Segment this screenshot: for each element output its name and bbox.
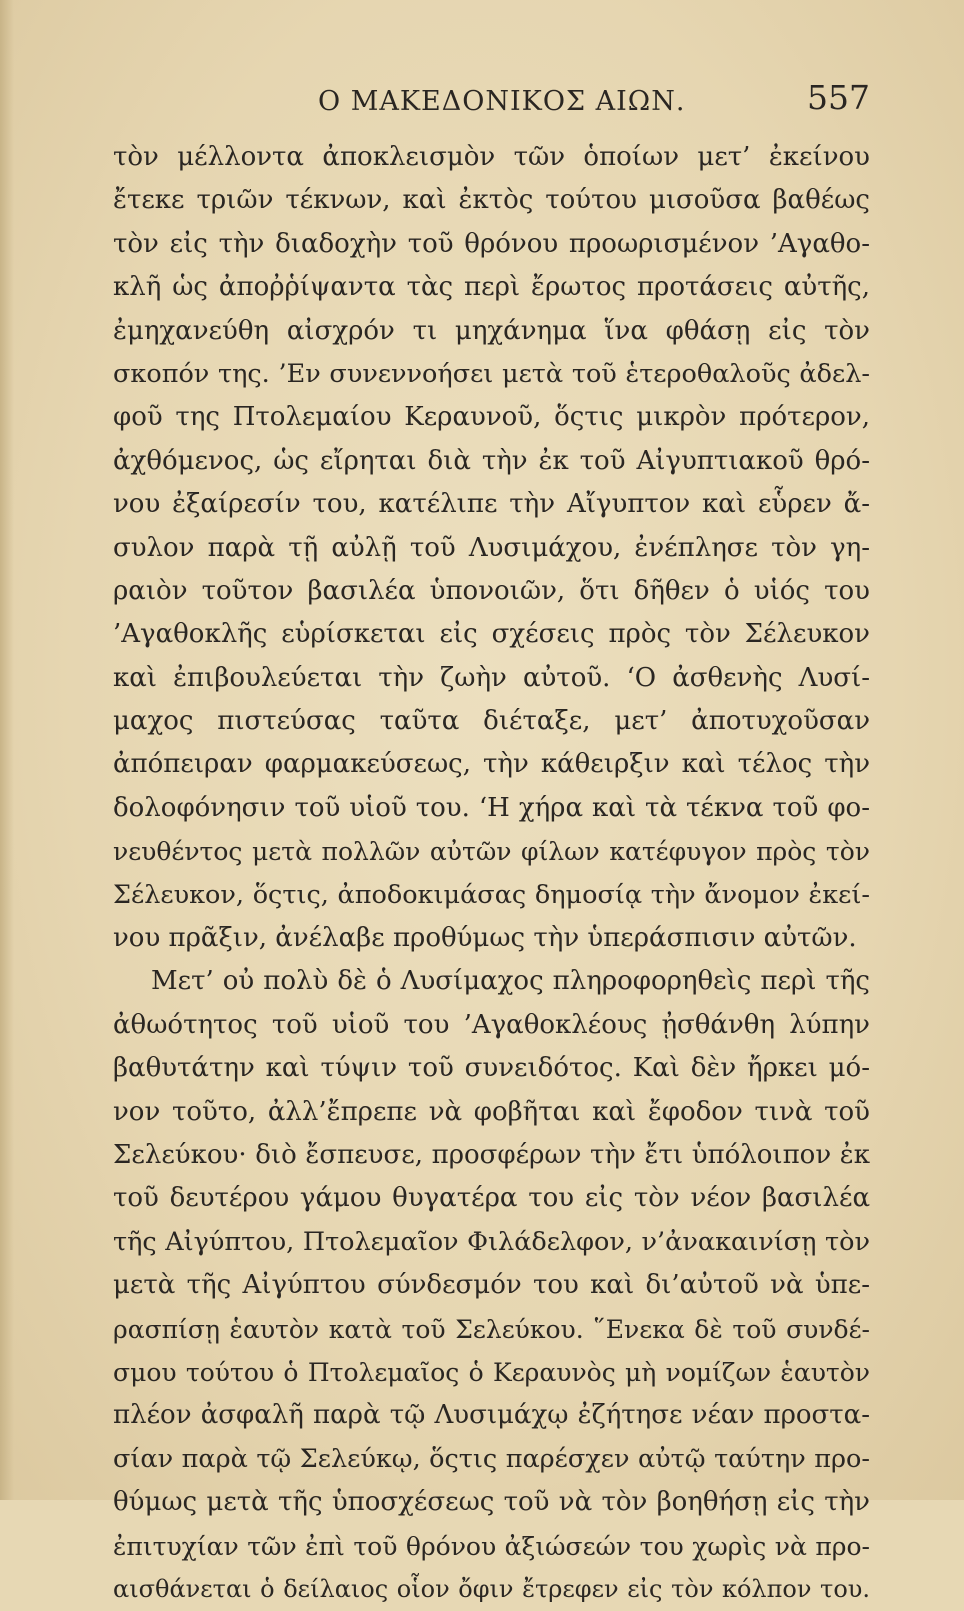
text-line: φοῦ της Πτολεμαίου Κεραυνοῦ, ὅςτις μικρὸν πρότερον, <box>113 402 870 433</box>
page-gutter-shadow <box>0 0 14 1500</box>
text-line: συλον παρὰ τῇ αὐλῇ τοῦ Λυσιμάχου, ἐνέπλησε τὸν γη- <box>113 532 870 563</box>
text-line: δολοφόνησιν τοῦ υἱοῦ του. ‘Η χήρα καὶ τὰ τέκνα τοῦ φο- <box>113 792 870 823</box>
text-line: σίαν παρὰ τῷ Σελεύκῳ, ὅςτις παρέσχεν αὐτῷ ταύτην προ- <box>113 1443 870 1474</box>
text-line: ἔτεκε τριῶν τέκνων, καὶ ἐκτὸς τούτου μισοῦσα βαθέως <box>113 185 870 216</box>
text-line: βαθυτάτην καὶ τύψιν τοῦ συνειδότος. Καὶ δὲν ἤρκει μό- <box>113 1053 870 1084</box>
text-line: νον τοῦτο, ἀλλ’ἔπρεπε νὰ φοβῆται καὶ ἔφοδον τινὰ τοῦ <box>113 1096 870 1127</box>
text-line: ἀχθόμενος, ὡς εἴρηται διὰ τὴν ἐκ τοῦ Αἰγυπτιακοῦ θρό- <box>113 445 870 476</box>
text-line: Σέλευκον, ὅςτις, ἀποδοκιμάσας δημοσίᾳ τὴν ἄνομον ἐκεί- <box>113 879 870 910</box>
body-text <box>113 136 870 1611</box>
text-line: αισθάνεται ὁ δείλαιος οἷον ὄφιν ἔτρεφεν εἰς τὸν κόλπον του. <box>113 1574 870 1603</box>
text-line: νου πρᾶξιν, ἀνέλαβε προθύμως τὴν ὑπεράσπισιν αὐτῶν. <box>113 923 857 954</box>
text-line: ἐμηχανεύθη αἰσχρόν τι μηχάνημα ἵνα φθάσῃ εἰς τὸν <box>113 315 870 346</box>
text-line: μαχος πιστεύσας ταῦτα διέταξε, μετ’ ἀποτυχοῦσαν <box>113 706 870 737</box>
page-header <box>110 76 870 116</box>
text-line: νου ἐξαίρεσίν του, κατέλιπε τὴν Αἴγυπτον καὶ εὗρεν ἄ- <box>113 489 870 520</box>
text-line: ἀπόπειραν φαρμακεύσεως, τὴν κάθειρξιν καὶ τέλος τὴν <box>113 749 870 780</box>
text-line: ραιὸν τοῦτον βασιλέα ὑπονοιῶν, ὅτι δῆθεν ὁ υἱός του <box>113 575 870 606</box>
text-line: νευθέντος μετὰ πολλῶν αὐτῶν φίλων κατέφυγον πρὸς τὸν <box>113 837 870 867</box>
text-line: τὸν εἰς τὴν διαδοχὴν τοῦ θρόνου προωρισμένον ’Αγαθο- <box>113 228 870 259</box>
text-line: θύμως μετὰ τῆς ὑποσχέσεως τοῦ νὰ τὸν βοηθήσῃ εἰς τὴν <box>113 1487 870 1518</box>
text-line: ’Αγαθοκλῆς εὑρίσκεται εἰς σχέσεις πρὸς τὸν Σέλευκον <box>113 619 870 650</box>
text-line: ἀθωότητος τοῦ υἱοῦ του ’Αγαθοκλέους ᾐσθάνθη λύπην <box>113 1009 870 1040</box>
text-line: ρασπίσῃ ἑαυτὸν κατὰ τοῦ Σελεύκου. ῞Ενεκα δὲ τοῦ συνδέ- <box>113 1314 870 1344</box>
text-line: κλῆ ὡς ἀποῤῥίψαντα τὰς περὶ ἔρωτος προτάσεις αὐτῆς, <box>113 272 870 303</box>
text-line: καὶ ἐπιβουλεύεται τὴν ζωὴν αὐτοῦ. ‘Ο ἀσθενὴς Λυσί- <box>113 662 870 693</box>
running-title: Ο ΜΑΚΕΔΟΝΙΚΟΣ ΑΙΩΝ. <box>318 86 686 117</box>
text-line: μετὰ τῆς Αἰγύπτου σύνδεσμόν του καὶ δι’αὐτοῦ νὰ ὑπε- <box>113 1270 870 1301</box>
text-line: Σελεύκου· διὸ ἔσπευσε, προσφέρων τὴν ἔτι ὑπόλοιπον ἐκ <box>113 1139 870 1170</box>
text-line: σκοπόν της. ’Εν συνεννοήσει μετὰ τοῦ ἑτεροθαλοῦς ἀδελ- <box>113 358 870 389</box>
page-number: 557 <box>807 78 870 117</box>
text-line: Μετ’ οὐ πολὺ δὲ ὁ Λυσίμαχος πληροφορηθεὶς περὶ τῆς <box>151 966 870 997</box>
text-line: τοῦ δευτέρου γάμου θυγατέρα του εἰς τὸν νέον βασιλέα <box>113 1183 870 1214</box>
text-line: τῆς Αἰγύπτου, Πτολεμαῖον Φιλάδελφον, ν’ἀνακαινίσῃ τὸν <box>113 1226 870 1257</box>
text-line: τὸν μέλλοντα ἀποκλεισμὸν τῶν ὁποίων μετ’ ἐκείνου <box>113 142 870 172</box>
text-line: σμου τούτου ὁ Πτολεμαῖος ὁ Κεραυνὸς μὴ νομίζων ἑαυτὸν <box>113 1357 870 1387</box>
text-line: ἐπιτυχίαν τῶν ἐπὶ τοῦ θρόνου ἀξιώσεών του χωρὶς νὰ προ- <box>113 1531 870 1561</box>
text-line: πλέον ἀσφαλῆ παρὰ τῷ Λυσιμάχῳ ἐζήτησε νέαν προστα- <box>113 1400 870 1431</box>
